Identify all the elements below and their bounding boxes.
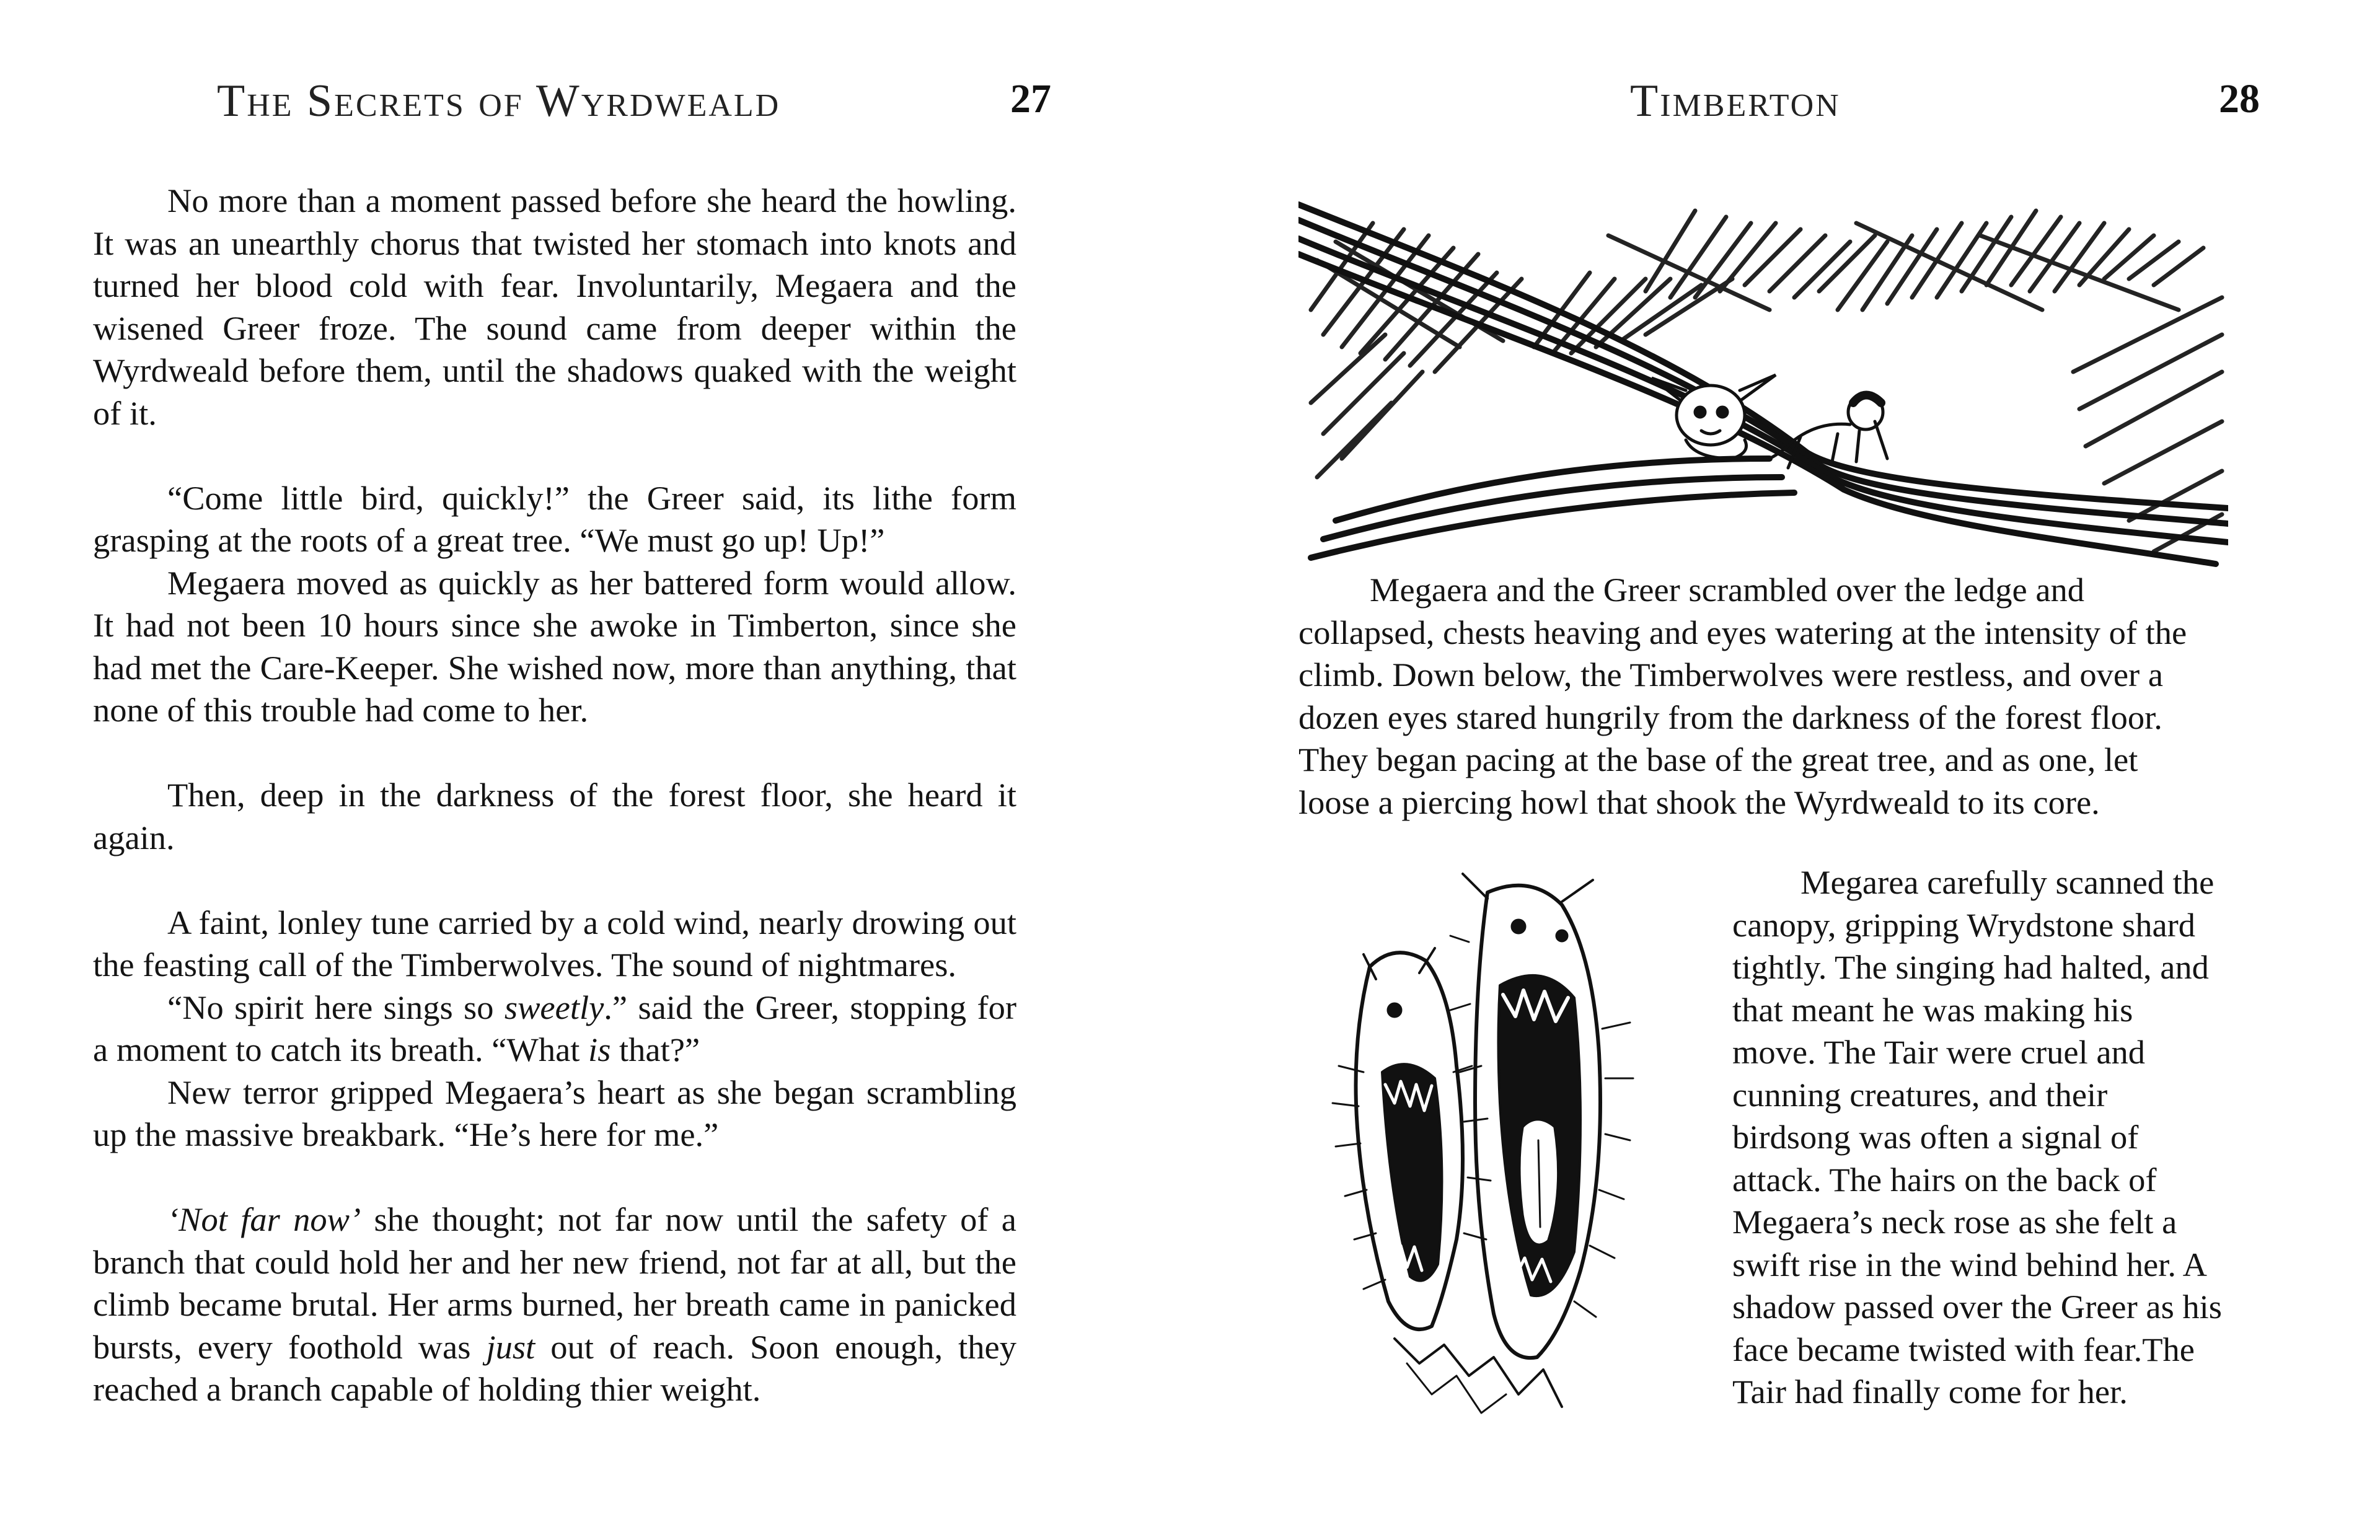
paragraph: Megaera and the Greer scrambled over the ledge and collapsed, chests heaving and eyes watering at the intensity of the climb. Down below, the Timberwolves were restless, and over a dozen eyes stared hungrily from the darkness of the forest floor. They began pacing at the base of the great tree, and as one, let loose a piercing howl that shook the Wyrdweald to its core. — [1298, 571, 2187, 821]
paragraph: A faint, lonley tune carried by a cold wind, nearly drowing out the feasting call of the Timberwolves. The sound of nightmares. — [93, 903, 1016, 983]
right-page-number: 28 — [2219, 76, 2260, 121]
paragraph: Then, deep in the darkness of the forest floor, she heard it again. — [93, 776, 1016, 856]
paragraph: New terror gripped Megaera’s heart as she began scrambling up the massive breakbark. “He’s here for me.” — [93, 1073, 1016, 1153]
branch-illustration — [1298, 186, 2228, 570]
paragraph: ‘Not far now’ she thought; not far now until the safety of a branch that could hold her and her new friend, not far at all, but the climb became brutal. Her arms burned, her breath came in panicked bursts, every foothold was just out of reach. Soon enough, they reached a branch capable of holding thier weight. — [93, 1200, 1016, 1408]
wolf-head-right — [1450, 874, 1633, 1358]
emphasis: just — [486, 1327, 536, 1366]
paragraph: No more than a moment passed before she heard the howling. It was an unearthly chorus that twisted her stomach into knots and turned her blood cold with fear. Involuntarily, Megaera and the wisened Greer froze. The sound came from deeper within the Wyrdweald before them, until the shadows quaked with the weight of it. — [93, 182, 1016, 432]
paragraph: Megaera moved as quickly as her battered form would allow. It had not been 10 hours since she awoke in Timberton, since she had met the Care-Keeper. She wished now, more than anything, that none of this trouble had come to her. — [93, 563, 1016, 729]
emphasis: is — [588, 1031, 611, 1068]
emphasis: ‘Not far now’ — [167, 1200, 361, 1238]
paragraph: “Come little bird, quickly!” the Greer said, its lithe form grasping at the roots of a great tree. “We must go up! Up!” — [93, 478, 1016, 559]
left-body-text — [93, 180, 1016, 1411]
left-running-head: The Secrets of Wyrdweald — [217, 76, 781, 126]
right-page — [1190, 0, 2380, 1540]
wolves-illustration — [1302, 868, 1649, 1450]
paragraph: “No spirit here sings so sweetly.” said the Greer, stopping for a moment to catch its breath. “What is that?” — [93, 988, 1016, 1068]
left-page-number: 27 — [1010, 76, 1051, 121]
paragraph: Megarea carefully scanned the canopy, gripping Wrydstone shard tightly. The singing had halted, and that meant he was making his move. The Tair were cruel and cunning creatures, and their birdsong was often a signal of attack. The hairs on the back of Megaera’s neck rose as she felt a swift rise in the wind behind her. A shadow passed over the Greer as his face became twisted with fear.The Tair had finally come for her. — [1732, 863, 2223, 1410]
right-running-head: Timberton — [1630, 76, 1841, 126]
emphasis: sweetly — [504, 988, 604, 1026]
